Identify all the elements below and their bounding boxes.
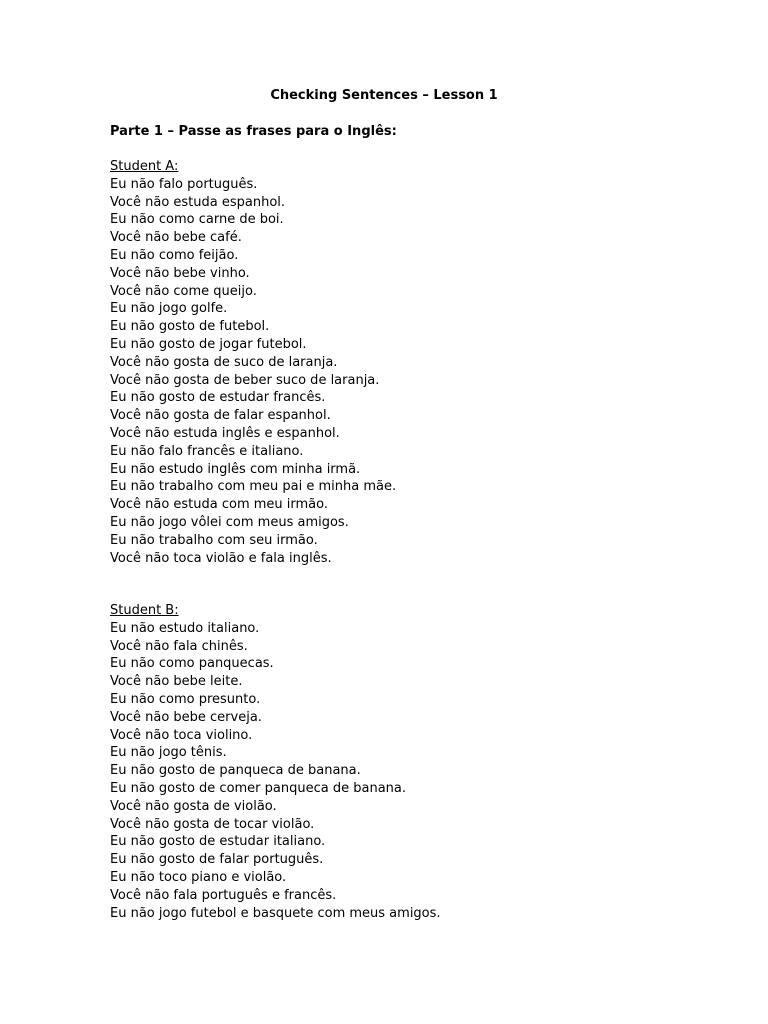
student-b-sentence-list [110, 620, 710, 923]
student-b-sentence: Eu não como panquecas. [110, 656, 274, 672]
student-a-sentence: Eu não gosto de jogar futebol. [110, 336, 307, 352]
student-b-sentence: Você não bebe cerveja. [110, 709, 262, 725]
student-b-sentence: Você não fala chinês. [110, 638, 248, 654]
student-b-sentence: Eu não jogo tênis. [110, 745, 227, 761]
student-a-sentence: Eu não gosto de futebol. [110, 319, 270, 335]
student-b-sentence: Eu não gosto de estudar italiano. [110, 834, 326, 850]
student-a-section [110, 158, 710, 567]
part-heading: Parte 1 – Passe as frases para o Inglês: [110, 124, 397, 139]
student-b-sentence: Eu não gosto de panqueca de banana. [110, 763, 361, 779]
student-b-sentence: Eu não estudo italiano. [110, 620, 260, 636]
student-a-sentence: Eu não como feijão. [110, 247, 239, 263]
student-b-sentence: Eu não jogo futebol e basquete com meus amigos. [110, 905, 441, 921]
student-b-sentence: Você não toca violino. [110, 727, 253, 743]
student-b-sentence: Você não fala português e francês. [110, 887, 337, 903]
student-a-sentence: Eu não trabalho com meu pai e minha mãe. [110, 479, 397, 495]
student-a-sentence: Você não gosta de falar espanhol. [110, 408, 331, 424]
student-a-sentence: Você não estuda espanhol. [110, 194, 286, 210]
student-b-sentence: Você não gosta de tocar violão. [110, 816, 315, 832]
student-a-heading: Student A: [110, 159, 179, 174]
document-title: Checking Sentences – Lesson 1 [270, 88, 498, 103]
student-a-sentence: Eu não jogo golfe. [110, 301, 228, 317]
student-b-sentence: Eu não gosto de comer panqueca de banana. [110, 780, 406, 796]
student-a-sentence: Eu não trabalho com seu irmão. [110, 532, 318, 548]
student-a-sentence: Eu não gosto de estudar francês. [110, 390, 326, 406]
student-a-sentence: Você não gosta de suco de laranja. [110, 354, 338, 370]
student-a-sentence: Eu não falo francês e italiano. [110, 443, 304, 459]
student-a-sentence: Você não toca violão e fala inglês. [110, 550, 332, 566]
student-a-sentence: Você não estuda com meu irmão. [110, 497, 329, 513]
student-a-sentence-list [110, 176, 710, 568]
student-a-sentence: Eu não estudo inglês com minha irmã. [110, 461, 361, 477]
student-a-sentence: Você não estuda inglês e espanhol. [110, 425, 340, 441]
student-a-sentence: Você não bebe vinho. [110, 265, 250, 281]
student-b-section [110, 602, 710, 922]
student-b-sentence: Você não bebe leite. [110, 674, 243, 690]
student-b-sentence: Eu não gosto de falar português. [110, 852, 324, 868]
student-a-sentence: Eu não como carne de boi. [110, 212, 284, 228]
student-a-sentence: Você não come queijo. [110, 283, 257, 299]
student-b-heading: Student B: [110, 603, 179, 618]
student-b-sentence: Eu não como presunto. [110, 691, 261, 707]
student-a-sentence: Você não gosta de beber suco de laranja. [110, 372, 380, 388]
student-a-sentence: Eu não falo português. [110, 176, 258, 192]
student-b-sentence: Eu não toco piano e violão. [110, 869, 287, 885]
student-a-sentence: Eu não jogo vôlei com meus amigos. [110, 514, 349, 530]
student-b-sentence: Você não gosta de violão. [110, 798, 277, 814]
student-a-sentence: Você não bebe café. [110, 230, 242, 246]
